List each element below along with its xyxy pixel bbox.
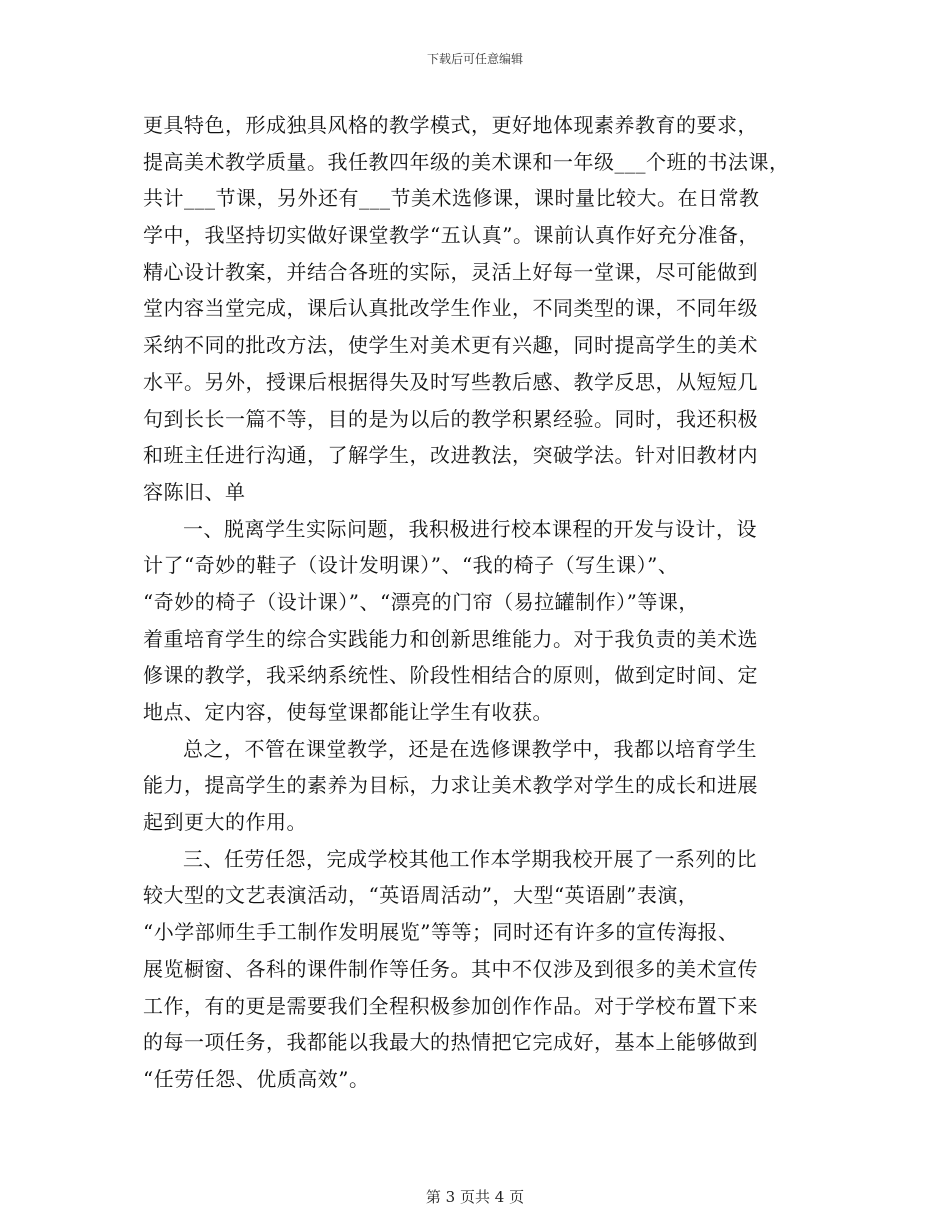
- page-number: 第 3 页共 4 页: [425, 1188, 525, 1206]
- text-line: 提高美术教学质量。我任教四年级的美术课和一年级___个班的书法课，: [143, 149, 790, 174]
- text-line: 精心设计教案，并结合各班的实际，灵活上好每一堂课，尽可能做到: [143, 259, 758, 284]
- text-line: 采纳不同的批改方法，使学生对美术更有兴趣，同时提高学生的美术: [143, 333, 758, 358]
- text-line: 的每一项任务，我都能以我最大的热情把它完成好，基本上能够做到: [143, 1030, 758, 1055]
- document-body: [143, 107, 823, 1098]
- text-line: 工作，有的更是需要我们全程积极参加创作作品。对于学校布置下来: [143, 993, 758, 1018]
- text-line: 句到长长一篇不等，目的是为以后的教学积累经验。同时，我还积极: [143, 406, 758, 431]
- text-line: “任劳任怨、优质高效”。: [143, 1066, 370, 1091]
- text-line: 容陈旧、单: [143, 479, 246, 504]
- text-line: 更具特色，形成独具风格的教学模式，更好地体现素养教育的要求，: [143, 113, 758, 137]
- paragraph-first-line: 一、脱离学生实际问题，我积极进行校本课程的开发与设计，设: [183, 516, 757, 541]
- text-line: 着重培育学生的综合实践能力和创新思维能力。对于我负责的美术选: [143, 626, 758, 651]
- text-line: 水平。另外，授课后根据得失及时写些教后感、教学反思，从短短几: [143, 369, 758, 394]
- text-line: 较大型的文艺表演活动，“英语周活动”，大型“英语剧”表演，: [143, 883, 699, 908]
- text-line: “小学部师生手工制作发明展览”等等；同时还有许多的宣传海报、: [143, 920, 739, 945]
- paragraph-first-line: 总之，不管在课堂教学，还是在选修课教学中，我都以培育学生: [183, 736, 757, 761]
- text-line: 计了“奇妙的鞋子（设计发明课）”、“我的椅子（写生课）”、: [143, 553, 679, 578]
- text-line: 修课的教学，我采纳系统性、阶段性相结合的原则，做到定时间、定: [143, 663, 758, 688]
- paragraph-first-line: 三、任劳任怨，完成学校其他工作本学期我校开展了一系列的比: [183, 846, 757, 871]
- text-line: 起到更大的作用。: [143, 810, 307, 835]
- text-line: “奇妙的椅子（设计课）”、“漂亮的门帘（易拉罐制作）”等课，: [143, 589, 699, 614]
- text-line: 地点、定内容，使每堂课都能让学生有收获。: [143, 700, 553, 724]
- text-line: 展览橱窗、各科的课件制作等任务。其中不仅涉及到很多的美术宣传: [143, 956, 758, 981]
- page-header: 下载后可任意编辑: [426, 52, 523, 66]
- text-line: 学中，我坚持切实做好课堂教学“五认真”。课前认真作好充分准备，: [143, 223, 759, 248]
- text-line: 堂内容当堂完成，课后认真批改学生作业，不同类型的课，不同年级: [143, 296, 758, 321]
- text-line: 共计___节课，另外还有___节美术选修课，课时量比较大。在日常教: [143, 186, 760, 211]
- text-line: 能力，提高学生的素养为目标，力求让美术教学对学生的成长和进展: [143, 773, 758, 798]
- text-line: 和班主任进行沟通，了解学生，改进教法，突破学法。针对旧教材内: [143, 443, 758, 468]
